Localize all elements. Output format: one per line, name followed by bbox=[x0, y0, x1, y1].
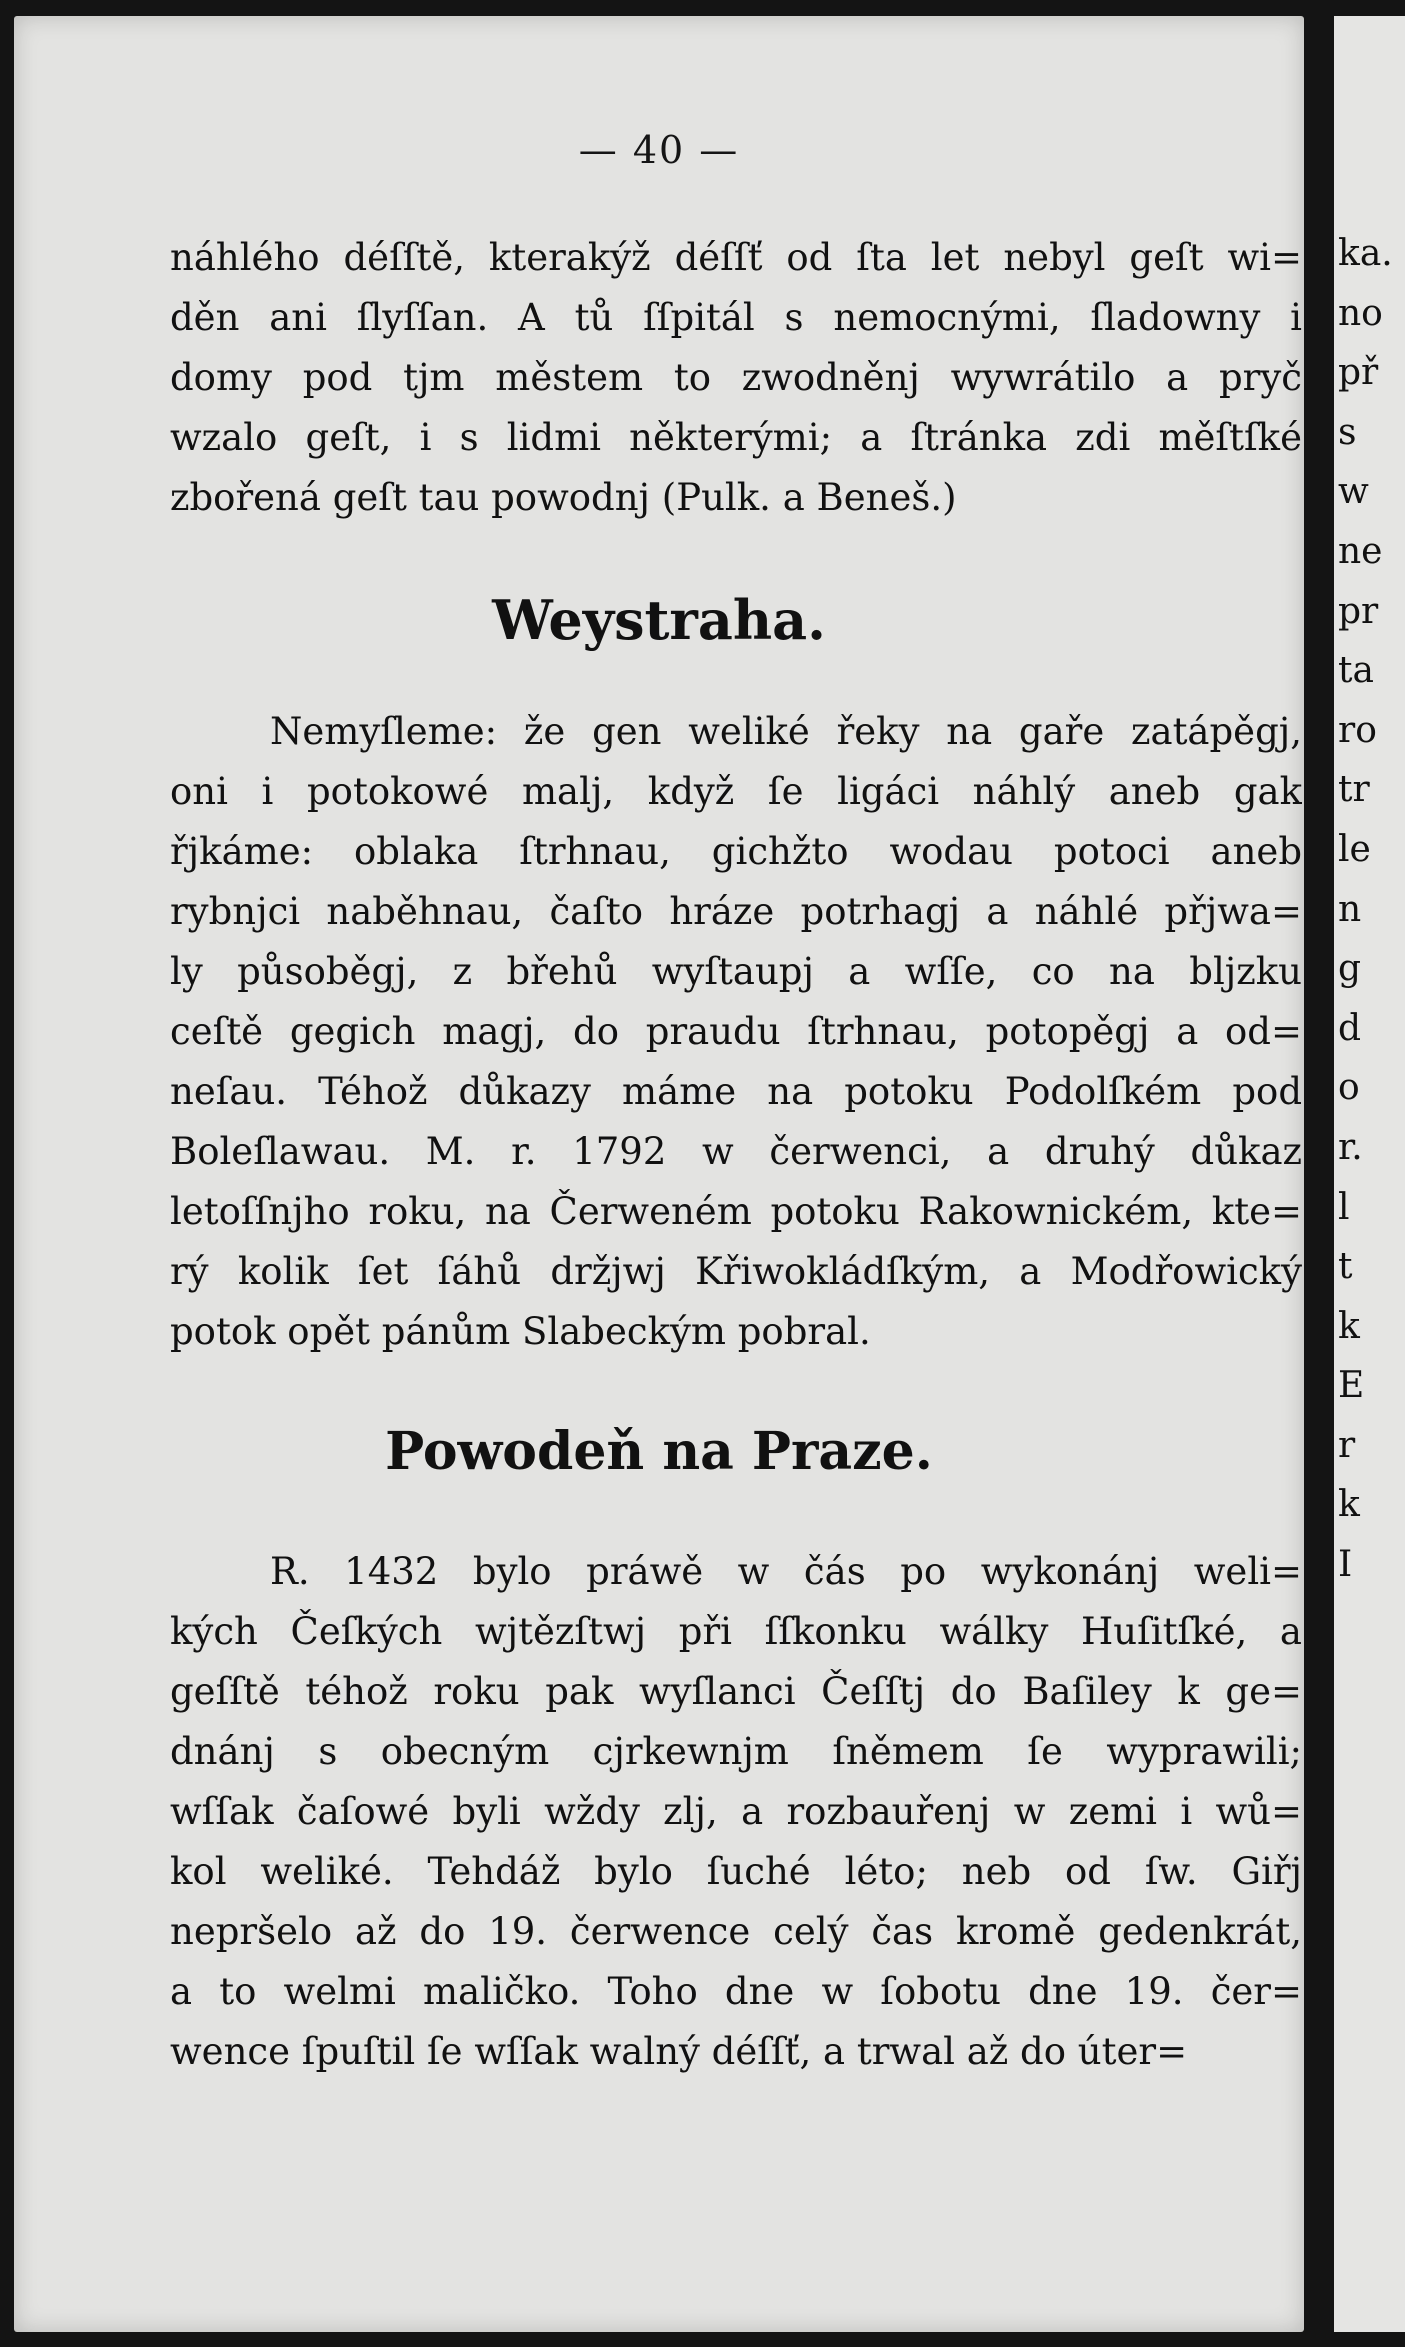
text-fragment: n bbox=[1338, 888, 1362, 930]
text-fragment: ta bbox=[1338, 650, 1374, 692]
text-line: wſſak čaſowé byli wždy zlj, a rozbauřenj w zemi i wů= bbox=[170, 1790, 1302, 1833]
heading-weystraha: Weystraha. bbox=[492, 588, 826, 652]
text-fragment: I bbox=[1338, 1544, 1353, 1586]
text-line: a to welmi maličko. Toho dne w ſobotu dne 19. čer= bbox=[170, 1970, 1302, 2013]
text-fragment: ka. bbox=[1338, 233, 1393, 274]
text-line: neſau. Téhož důkazy máme na potoku Podolſkém pod bbox=[170, 1070, 1302, 1113]
right-page-edge bbox=[1334, 16, 1405, 2332]
text-fragment: ne bbox=[1338, 530, 1383, 572]
text-line: nepršelo až do 19. čerwence celý čas kromě gedenkrát, bbox=[170, 1910, 1302, 1953]
text-fragment: l bbox=[1338, 1186, 1350, 1228]
text-line: ly působěgj, z břehů wyſtaupj a wſſe, co na bljzku bbox=[170, 950, 1302, 993]
text-fragment: d bbox=[1338, 1007, 1362, 1049]
text-fragment: k bbox=[1338, 1484, 1360, 1526]
text-line: náhlého déſſtě, kterakýž déſſť od ſta let nebyl geſt wi= bbox=[170, 236, 1302, 279]
text-line: Nemyſleme: že gen weliké řeky na gaře zatápěgj, bbox=[270, 710, 1302, 753]
text-line: řjkáme: oblaka ſtrhnau, gichžto wodau potoci aneb bbox=[170, 830, 1302, 873]
text-line: kých Čeſkých wjtězſtwj při ſſkonku wálky Huſitſké, a bbox=[170, 1610, 1302, 1653]
text-line: domy pod tjm městem to zwodněnj wywrátilo a pryč bbox=[170, 356, 1302, 399]
text-fragment: s bbox=[1338, 411, 1357, 453]
paragraph-3 bbox=[170, 1542, 1302, 2082]
text-line: wzalo geſt, i s lidmi některými; a ſtránka zdi měſtſké bbox=[170, 416, 1302, 459]
text-line: wence ſpuſtil ſe wſſak walný déſſť, a trwal až do úter= bbox=[170, 2030, 1188, 2073]
text-fragment: k bbox=[1338, 1305, 1360, 1347]
text-fragment: o bbox=[1338, 1067, 1360, 1109]
text-line: letoſſnjho roku, na Čerweném potoku Rakownickém, kte= bbox=[170, 1190, 1302, 1233]
text-fragment: g bbox=[1338, 948, 1362, 990]
text-line: děn ani ſlyſſan. A tů ſſpitál s nemocnými, ſladowny i bbox=[170, 296, 1302, 339]
left-page bbox=[14, 16, 1304, 2332]
text-line: Boleſlawau. M. r. 1792 w čerwenci, a druhý důkaz bbox=[170, 1130, 1302, 1173]
text-line: zbořená geſt tau powodnj (Pulk. a Beneš.) bbox=[170, 476, 957, 519]
text-fragment: r. bbox=[1338, 1126, 1363, 1168]
text-line: potok opět pánům Slabeckým pobral. bbox=[170, 1310, 871, 1353]
heading-powoden-na-praze: Powodeň na Praze. bbox=[385, 1421, 933, 1482]
paragraph-1 bbox=[170, 228, 1302, 528]
text-fragment: no bbox=[1338, 292, 1383, 334]
text-fragment: t bbox=[1338, 1246, 1353, 1288]
text-line: dnánj s obecným cjrkewnjm ſněmem ſe wyprawili; bbox=[170, 1730, 1302, 1773]
text-fragment: tr bbox=[1338, 769, 1370, 811]
text-line: R. 1432 bylo práwě w čás po wykonánj weli= bbox=[270, 1550, 1302, 1593]
text-line: geſſtě téhož roku pak wyſlanci Čeſſtj do Baſiley k ge= bbox=[170, 1670, 1302, 1713]
paragraph-2 bbox=[170, 702, 1302, 1362]
text-fragment: r bbox=[1338, 1424, 1356, 1466]
text-line: ceſtě gegich magj, do praudu ſtrhnau, potopěgj a od= bbox=[170, 1010, 1302, 1053]
text-fragment: w bbox=[1338, 471, 1369, 513]
text-fragment: ro bbox=[1338, 709, 1377, 751]
text-line: rybnjci naběhnau, čaſto hráze potrhagj a náhlé přjwa= bbox=[170, 890, 1302, 933]
text-fragment: př bbox=[1338, 352, 1379, 394]
text-line: oni i potokowé malj, když ſe ligáci náhlý aneb gak bbox=[170, 770, 1302, 813]
text-line: kol weliké. Tehdáž bylo ſuché léto; neb od ſw. Giřj bbox=[170, 1850, 1302, 1893]
text-fragment: E bbox=[1338, 1365, 1365, 1407]
right-page-text-fragments bbox=[1338, 224, 1393, 1595]
text-fragment: le bbox=[1338, 828, 1371, 870]
page-number: — 40 — bbox=[578, 128, 740, 172]
text-line: rý kolik ſet ſáhů držjwj Křiwokládſkým, a Modřowický bbox=[170, 1250, 1302, 1293]
text-fragment: pr bbox=[1338, 590, 1379, 632]
